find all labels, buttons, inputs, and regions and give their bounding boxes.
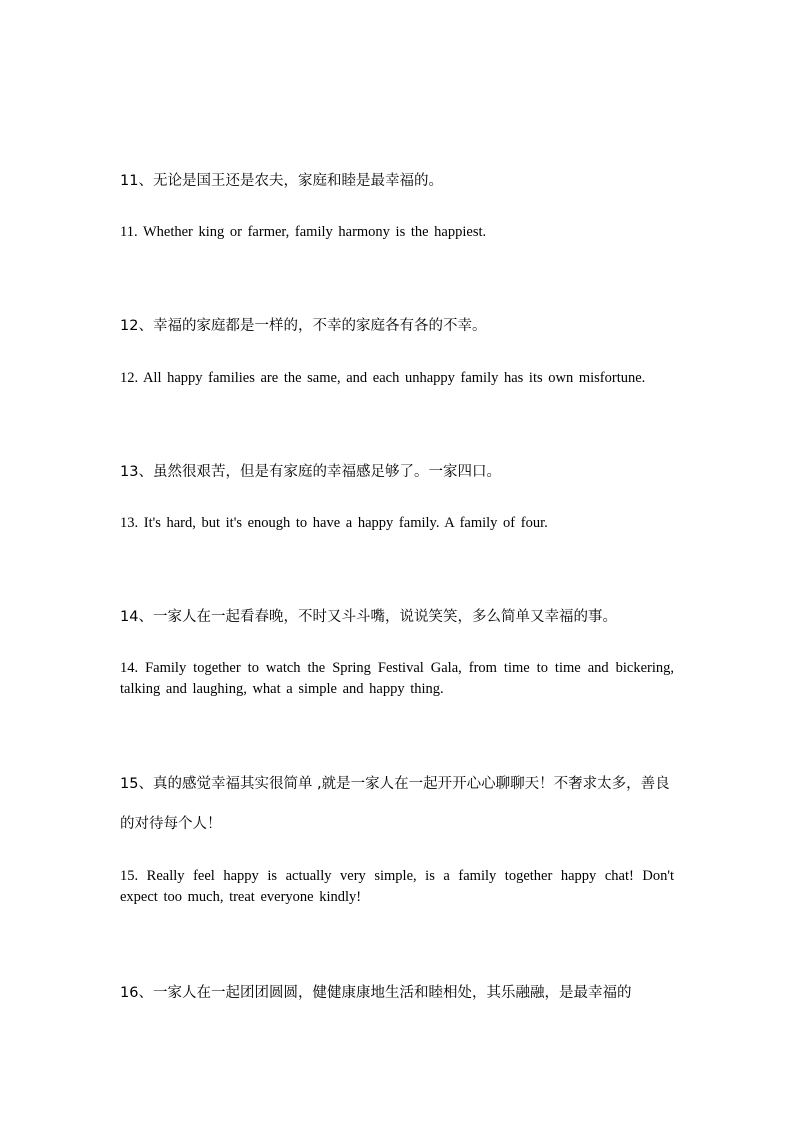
entry-11-chinese: 11、无论是国王还是农夫，家庭和睦是最幸福的。 [120, 173, 443, 189]
entry-14-english: 14. Family together to watch the Spring Festival Gala, from time to time and bickering, talking and laughing, what a simple and happy thing. [120, 660, 674, 697]
entry-13-chinese: 13、虽然很艰苦，但是有家庭的幸福感足够了。一家四口。 [120, 464, 501, 480]
entry-12-english: 12. All happy families are the same, and each unhappy family has its own misfortune. [120, 370, 646, 386]
entry-12-chinese: 12、幸福的家庭都是一样的，不幸的家庭各有各的不幸。 [120, 318, 487, 334]
entry-14-chinese: 14、一家人在一起看春晚，不时又斗斗嘴，说说笑笑，多么简单又幸福的事。 [120, 609, 617, 625]
entry-16-chinese: 16、一家人在一起团团圆圆，健健康康地生活和睦相处，其乐融融，是最幸福的 [120, 985, 632, 1001]
entry-15-chinese: 15、真的感觉幸福其实很简单 ,就是一家人在一起开开心心聊聊天！不奢求太多，善良的对待每个人！ [120, 776, 670, 832]
entry-13-english: 13. It's hard, but it's enough to have a happy family. A family of four. [120, 515, 548, 531]
entry-11-english: 11. Whether king or farmer, family harmony is the happiest. [120, 224, 487, 240]
entry-15-english: 15. Really feel happy is actually very simple, is a family together happy chat! Don't expect too much, treat everyone kindly! [120, 868, 674, 905]
